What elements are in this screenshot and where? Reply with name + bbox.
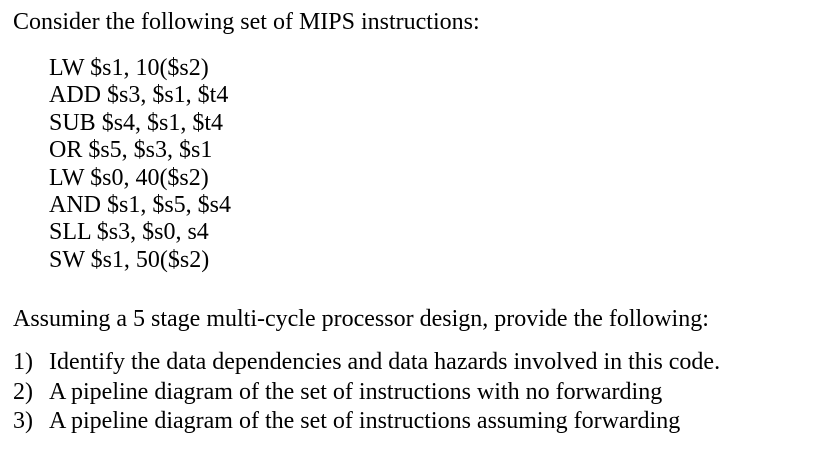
instruction-line: LW $s0, 40($s2): [49, 164, 209, 191]
assumption-text: Assuming a 5 stage multi-cycle processor design, provide the following:: [13, 306, 709, 332]
question-item: [13, 348, 720, 378]
instruction-line: AND $s1, $s5, $s4: [49, 192, 232, 219]
question-text: Identify the data dependencies and data hazards involved in this code.: [49, 349, 721, 375]
instruction-line: SW $s1, 50($s2): [49, 246, 210, 273]
question-item: [13, 378, 720, 408]
intro-text: Consider the following set of MIPS instructions:: [13, 9, 480, 35]
instruction-line: OR $s5, $s3, $s1: [49, 137, 213, 164]
instruction-line: SLL $s3, $s0, s4: [49, 219, 209, 246]
question-item: [13, 407, 720, 437]
instruction-line: LW $s1, 10($s2): [49, 55, 209, 81]
instruction-line: ADD $s3, $s1, $t4: [49, 82, 229, 109]
question-number: 2): [13, 378, 33, 405]
instruction-line: SUB $s4, $s1, $t4: [49, 109, 224, 136]
question-text: A pipeline diagram of the set of instructions assuming forwarding: [49, 408, 681, 434]
instruction-list: [49, 55, 231, 274]
question-text: A pipeline diagram of the set of instructions with no forwarding: [49, 378, 663, 405]
question-list: [13, 348, 720, 437]
question-number: 3): [13, 408, 33, 434]
question-number: 1): [13, 349, 33, 375]
